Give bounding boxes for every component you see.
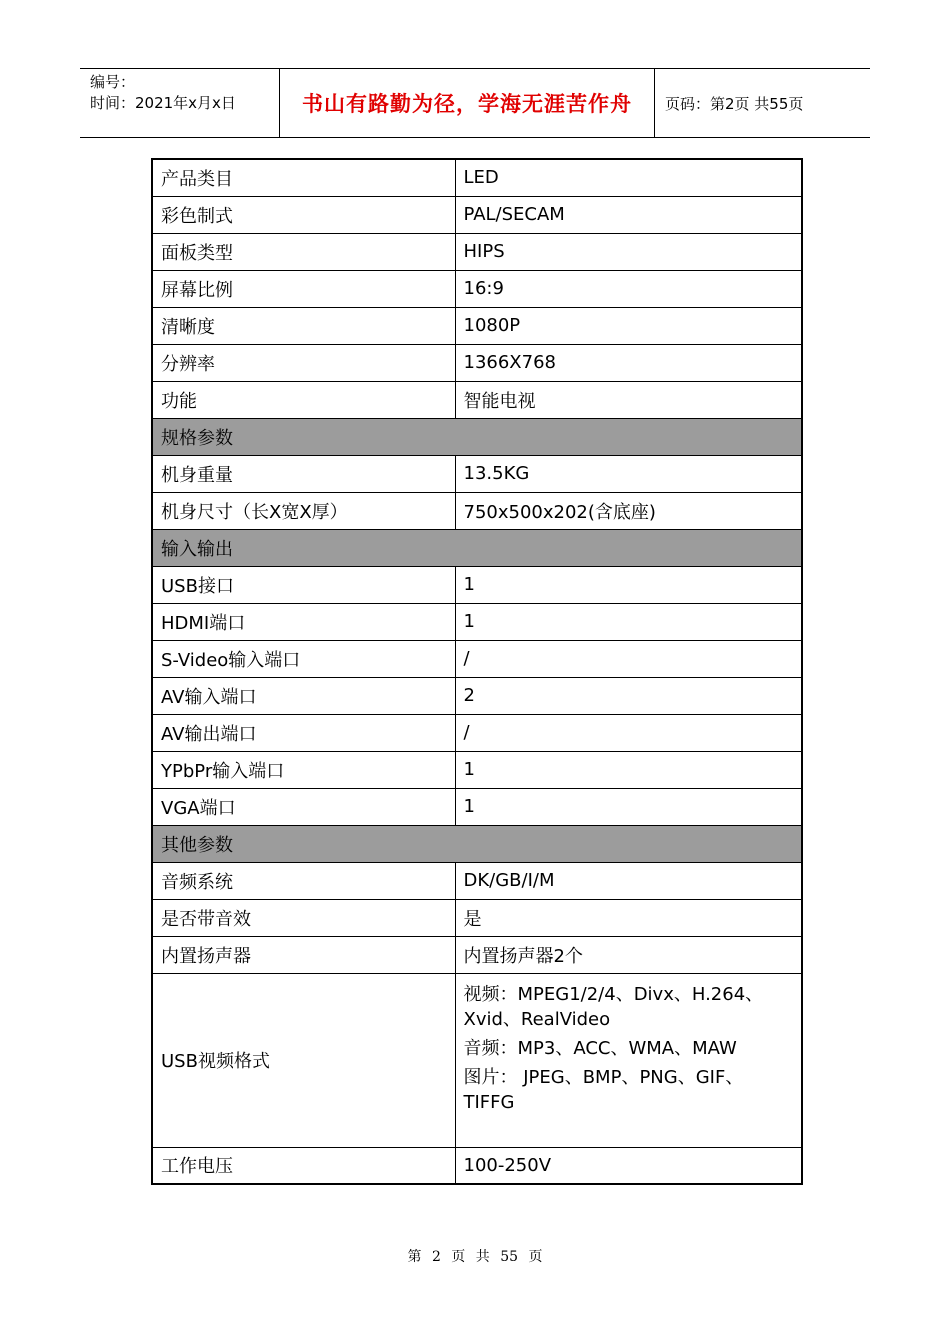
table-row (152, 751, 802, 788)
spec-value: 1366X768 (455, 344, 802, 381)
table-row (152, 1147, 802, 1184)
table-row (152, 344, 802, 381)
spec-label: 机身重量 (152, 455, 455, 492)
spec-label: AV输出端口 (152, 714, 455, 751)
spec-label: YPbPr输入端口 (152, 751, 455, 788)
spec-value: PAL/SECAM (455, 196, 802, 233)
table-row (152, 899, 802, 936)
table-row (152, 566, 802, 603)
spec-value: 1 (455, 603, 802, 640)
spec-label: USB接口 (152, 566, 455, 603)
spec-label: 音频系统 (152, 862, 455, 899)
section-title: 规格参数 (152, 418, 802, 455)
page-footer: 第 2 页 共 55 页 (407, 1249, 543, 1265)
spec-label: VGA端口 (152, 788, 455, 825)
table-row (152, 788, 802, 825)
spec-table (151, 158, 803, 1185)
spec-label: 产品类目 (152, 159, 455, 196)
spec-label: 内置扬声器 (152, 936, 455, 973)
spec-label: HDMI端口 (152, 603, 455, 640)
spec-value: 是 (455, 899, 802, 936)
spec-label: 功能 (152, 381, 455, 418)
table-row (152, 677, 802, 714)
number-label: 编号： (90, 73, 136, 91)
spec-value: 100-250V (455, 1147, 802, 1184)
spec-value: 2 (455, 677, 802, 714)
table-row (152, 455, 802, 492)
spec-value: LED (455, 159, 802, 196)
header-meta (80, 69, 280, 137)
table-row (152, 862, 802, 899)
spec-label: 屏幕比例 (152, 270, 455, 307)
spec-value: 1 (455, 788, 802, 825)
spec-label: 分辨率 (152, 344, 455, 381)
table-row (152, 233, 802, 270)
table-row (152, 714, 802, 751)
section-title: 输入输出 (152, 529, 802, 566)
spec-value: 1080P (455, 307, 802, 344)
spec-label: S-Video输入端口 (152, 640, 455, 677)
spec-label: 清晰度 (152, 307, 455, 344)
usb-format-video: 视频：MPEG1/2/4、Divx、H.264、Xvid、RealVideo (463, 983, 764, 1030)
table-row (152, 640, 802, 677)
spec-label: USB视频格式 (152, 973, 455, 1147)
table-row (152, 159, 802, 196)
spec-value: DK/GB/I/M (455, 862, 802, 899)
spec-value: 1 (455, 566, 802, 603)
spec-value: 750x500x202(含底座) (455, 492, 802, 529)
section-header-row (152, 418, 802, 455)
table-row (152, 603, 802, 640)
time-label: 时间：2021年x月x日 (90, 94, 236, 112)
spec-value: 1 (455, 751, 802, 788)
spec-value: / (455, 640, 802, 677)
spec-value: 16:9 (455, 270, 802, 307)
section-header-row (152, 529, 802, 566)
table-row (152, 196, 802, 233)
usb-format-audio: 音频：MP3、ACC、WMA、MAW (463, 1037, 737, 1059)
spec-value: 内置扬声器2个 (455, 936, 802, 973)
section-title: 其他参数 (152, 825, 802, 862)
table-row (152, 381, 802, 418)
motto: 书山有路勤为径，学海无涯苦作舟 (280, 69, 655, 137)
usb-format-image: 图片： JPEG、BMP、PNG、GIF、TIFFG (463, 1066, 744, 1113)
table-row (152, 492, 802, 529)
spec-label: 工作电压 (152, 1147, 455, 1184)
spec-label: 彩色制式 (152, 196, 455, 233)
section-header-row (152, 825, 802, 862)
spec-label: AV输入端口 (152, 677, 455, 714)
table-row (152, 270, 802, 307)
spec-value: / (455, 714, 802, 751)
page-header (80, 68, 870, 138)
spec-label: 机身尺寸（长X宽X厚） (152, 492, 455, 529)
spec-value: HIPS (455, 233, 802, 270)
spec-label: 面板类型 (152, 233, 455, 270)
page-info: 页码：第2页 共55页 (665, 94, 804, 113)
table-row (152, 307, 802, 344)
spec-value: 13.5KG (455, 455, 802, 492)
usb-format-values (455, 973, 802, 1147)
spec-label: 是否带音效 (152, 899, 455, 936)
spec-value: 智能电视 (455, 381, 802, 418)
usb-format-row (152, 973, 802, 1147)
table-row (152, 936, 802, 973)
